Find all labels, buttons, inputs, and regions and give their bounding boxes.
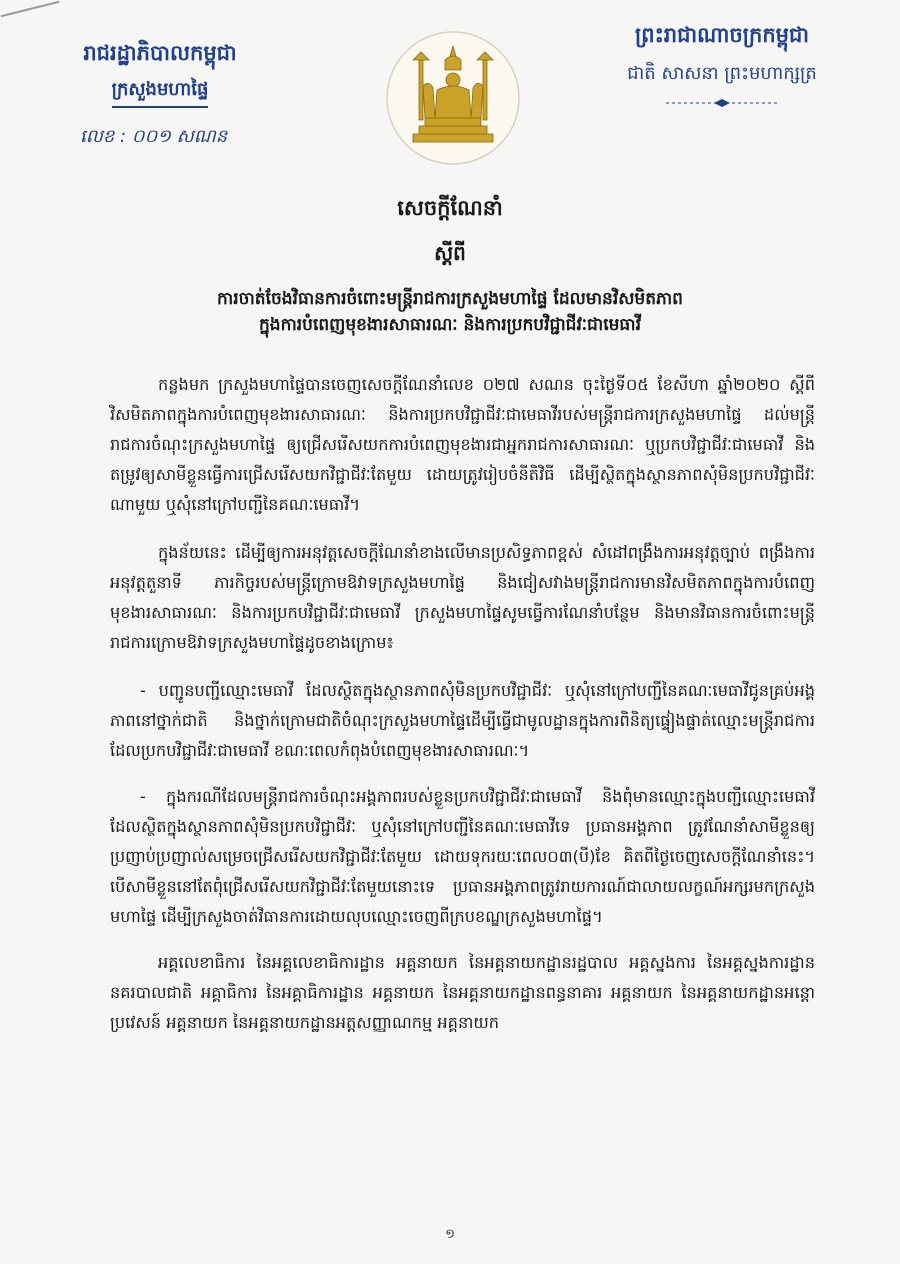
national-motto: ជាតិ សាសនា ព្រះមហាក្សត្រ	[627, 63, 817, 84]
subject-label: ស្ដីពី	[434, 241, 466, 265]
document-titles	[80, 195, 820, 339]
document-type: សេចក្ដីណែនាំ	[397, 196, 503, 220]
subject-line-1: ការចាត់ចែងវិធានការចំពោះមន្ត្រីរាជការក្រសួងមហាផ្ទៃ ដែលមានវិសមិតភាព	[217, 289, 683, 309]
subject-title	[80, 286, 820, 339]
government-name: រាជរដ្ឋាភិបាលកម្ពុជា	[83, 41, 237, 65]
left-header	[60, 40, 260, 151]
page-number: ១	[445, 1227, 455, 1242]
kingdom-name: ព្រះរាជាណាចក្រកម្ពុជា	[634, 23, 809, 47]
closing-paragraph: អគ្គលេខាធិការ នៃអគ្គលេខាធិការដ្ឋាន អគ្គនាយក នៃអគ្គនាយកដ្ឋានរដ្ឋបាល អគ្គស្នងការ នៃអគ្គស្នងការដ្ឋាននគរបាលជាតិ អគ្គាធិការ នៃអគ្គាធិការដ្ឋាន អគ្គនាយក នៃអគ្គនាយកដ្ឋានពន្ធនាគារ អគ្គនាយក នៃអគ្គនាយកដ្ឋានអន្តោប្រវេសន៍ អគ្គនាយក នៃអគ្គនាយកដ្ឋានអត្តសញ្ញាណកម្ម អគ្គនាយក	[110, 953, 815, 1032]
ministry-name: ក្រសួងមហាផ្ទៃ	[112, 77, 209, 108]
document-body	[110, 370, 815, 1056]
subject-line-2: ក្នុងការបំពេញមុខងារសាធារណៈ និងការប្រកបវិជ្ជាជីវៈជាមេធាវី	[258, 315, 642, 336]
right-header	[602, 22, 842, 112]
bullet-item-2: - ក្នុងករណីដែលមន្ត្រីរាជការចំណុះអង្គភាពរបស់ខ្លួនប្រកបវិជ្ជាជីវៈជាមេធាវី និងពុំមានឈ្មោះក្នុងបញ្ជីឈ្មោះមេធាវីដែលស្ថិតក្នុងស្ថានភាពសុំមិនប្រកបវិជ្ជាជីវៈ ឬសុំនៅក្រៅបញ្ជីនៃគណៈមេធាវីទេ ប្រធានអង្គភាព ត្រូវណែនាំសាមីខ្លួនឲ្យប្រញាប់ប្រញាល់សម្រេចជ្រើសរើសយកវិជ្ជាជីវៈតែមួយ ដោយទុករយៈពេល០៣(បី)ខែ គិតពីថ្ងៃចេញសេចក្ដីណែនាំនេះ។ បើសាមីខ្លួននៅតែពុំជ្រើសរើសយកវិជ្ជាជីវៈតែមួយនោះទេ ប្រធានអង្គភាពត្រូវរាយការណ៍ជាលាយលក្ខណ៍អក្សរមកក្រសួងមហាផ្ទៃ ដើម្បីក្រសួងចាត់វិធានការដោយលុបឈ្មោះចេញពីក្របខណ្ឌក្រសួងមហាផ្ទៃ។	[110, 787, 815, 926]
scan-mark	[1, 1, 60, 17]
ornament-divider-icon	[662, 98, 782, 108]
document-number: លេខ : ០០១ សណន	[80, 126, 228, 147]
paragraph-2: ក្នុងន័យនេះ ដើម្បីឲ្យការអនុវត្តសេចក្ដីណែនាំខាងលើមានប្រសិទ្ធភាពខ្ពស់ សំដៅពង្រឹងការអនុវត្តច្បាប់ ពង្រឹងការអនុវត្តតួនាទី ភារកិច្ចរបស់មន្ត្រីក្រោមឱវាទក្រសួងមហាផ្ទៃ និងជៀសវាងមន្ត្រីរាជការមានវិសមិតភាពក្នុងការបំពេញមុខងារសាធារណៈ និងការប្រកបវិជ្ជាជីវៈជាមេធាវី ក្រសួងមហាផ្ទៃសូមធ្វើការណែនាំបន្ថែម និងមានវិធានការចំពោះមន្ត្រីរាជការក្រោមឱវាទក្រសួងមហាផ្ទៃដូចខាងក្រោម៖	[110, 543, 815, 652]
paragraph-1: កន្លងមក ក្រសួងមហាផ្ទៃបានចេញសេចក្ដីណែនាំលេខ ០២៧ សណន ចុះថ្ងៃទី០៥ ខែសីហា ឆ្នាំ២០២០ ស្ដីពីវិសមិតភាពក្នុងការបំពេញមុខងារសាធារណៈ និងការប្រកបវិជ្ជាជីវៈជាមេធាវីរបស់មន្ត្រីរាជការក្រសួងមហាផ្ទៃ ដល់មន្ត្រីរាជការចំណុះក្រសួងមហាផ្ទៃ ឲ្យជ្រើសរើសយកការបំពេញមុខងារជាអ្នករាជការសាធារណៈ ឬប្រកបវិជ្ជាជីវៈជាមេធាវី និងតម្រូវឲ្យសាមីខ្លួនធ្វើការជ្រើសរើសយកវិជ្ជាជីវៈតែមួយ ដោយត្រូវរៀបចំនីតិវិធី ដើម្បីស្ថិតក្នុងស្ថានភាពសុំមិនប្រកបវិជ្ជាជីវៈណាមួយ ឬសុំនៅក្រៅបញ្ជីនៃគណៈមេធាវី។	[110, 375, 815, 514]
bullet-item-1: - បញ្ជូនបញ្ជីឈ្មោះមេធាវី ដែលស្ថិតក្នុងស្ថានភាពសុំមិនប្រកបវិជ្ជាជីវៈ ឬសុំនៅក្រៅបញ្ជីនៃគណៈមេធាវីជូនគ្រប់អង្គភាពនៅថ្នាក់ជាតិ និងថ្នាក់ក្រោមជាតិចំណុះក្រសួងមហាផ្ទៃដើម្បីធ្វើជាមូលដ្ឋានក្នុងការពិនិត្យផ្ទៀងផ្ទាត់ឈ្មោះមន្ត្រីរាជការដែលប្រកបវិជ្ជាជីវៈជាមេធាវី ខណៈពេលកំពុងបំពេញមុខងារសាធារណៈ។	[110, 681, 815, 760]
royal-emblem-icon	[385, 30, 521, 166]
